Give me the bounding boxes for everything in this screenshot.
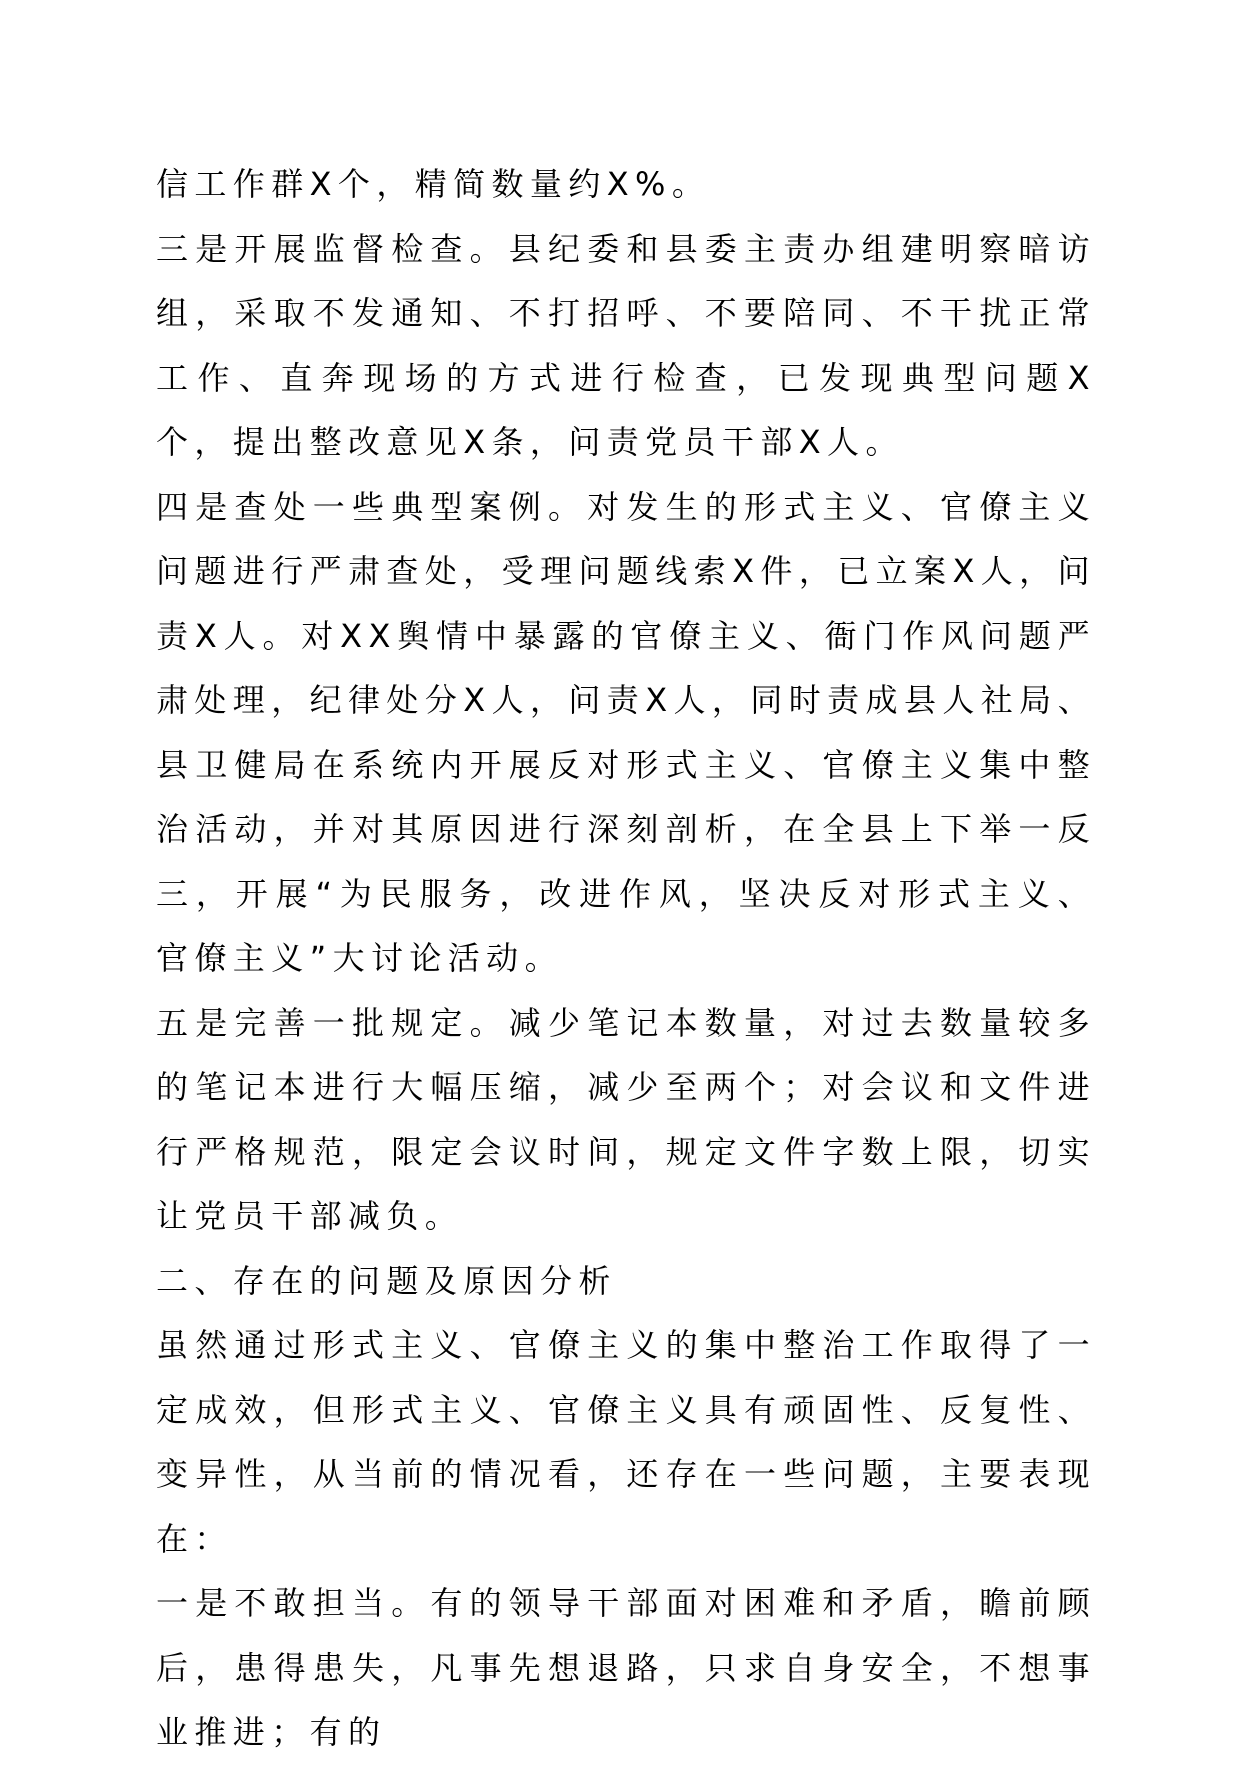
document-body <box>156 152 1096 1765</box>
paragraph-supervision: 三是开展监督检查。县纪委和县委主责办组建明察暗访组，采取不发通知、不打招呼、不要陪同、不干扰正常工作、直奔现场的方式进行检查，已发现典型问题X个，提出整改意见X条，问责党员干部X人。 <box>156 229 1096 461</box>
paragraph-cases: 四是查处一些典型案例。对发生的形式主义、官僚主义问题进行严肃查处，受理问题线索X件，已立案X人，问责X人。对XX舆情中暴露的官僚主义、衙门作风问题严肃处理，纪律处分X人，问责X人，同时责成县人社局、县卫健局在系统内开展反对形式主义、官僚主义集中整治活动，并对其原因进行深刻剖析，在全县上下举一反三，开展“为民服务，改进作风，坚决反对形式主义、官僚主义”大讨论活动。 <box>156 487 1096 977</box>
section-heading: 二、存在的问题及原因分析 <box>156 1261 617 1300</box>
paragraph-continuation: 信工作群X个，精简数量约X%。 <box>156 165 711 203</box>
paragraph-problem-one: 一是不敢担当。有的领导干部面对困难和矛盾，瞻前顾后，患得患失，凡事先想退路，只求自身安全，不想事业推进；有的 <box>156 1584 1096 1751</box>
paragraph-regulations: 五是完善一批规定。减少笔记本数量，对过去数量较多的笔记本进行大幅压缩，减少至两个；对会议和文件进行严格规范，限定会议时间，规定文件字数上限，切实让党员干部减负。 <box>156 1003 1096 1235</box>
paragraph-problems-intro: 虽然通过形式主义、官僚主义的集中整治工作取得了一定成效，但形式主义、官僚主义具有顽固性、反复性、变异性，从当前的情况看，还存在一些问题，主要表现在： <box>156 1326 1096 1558</box>
